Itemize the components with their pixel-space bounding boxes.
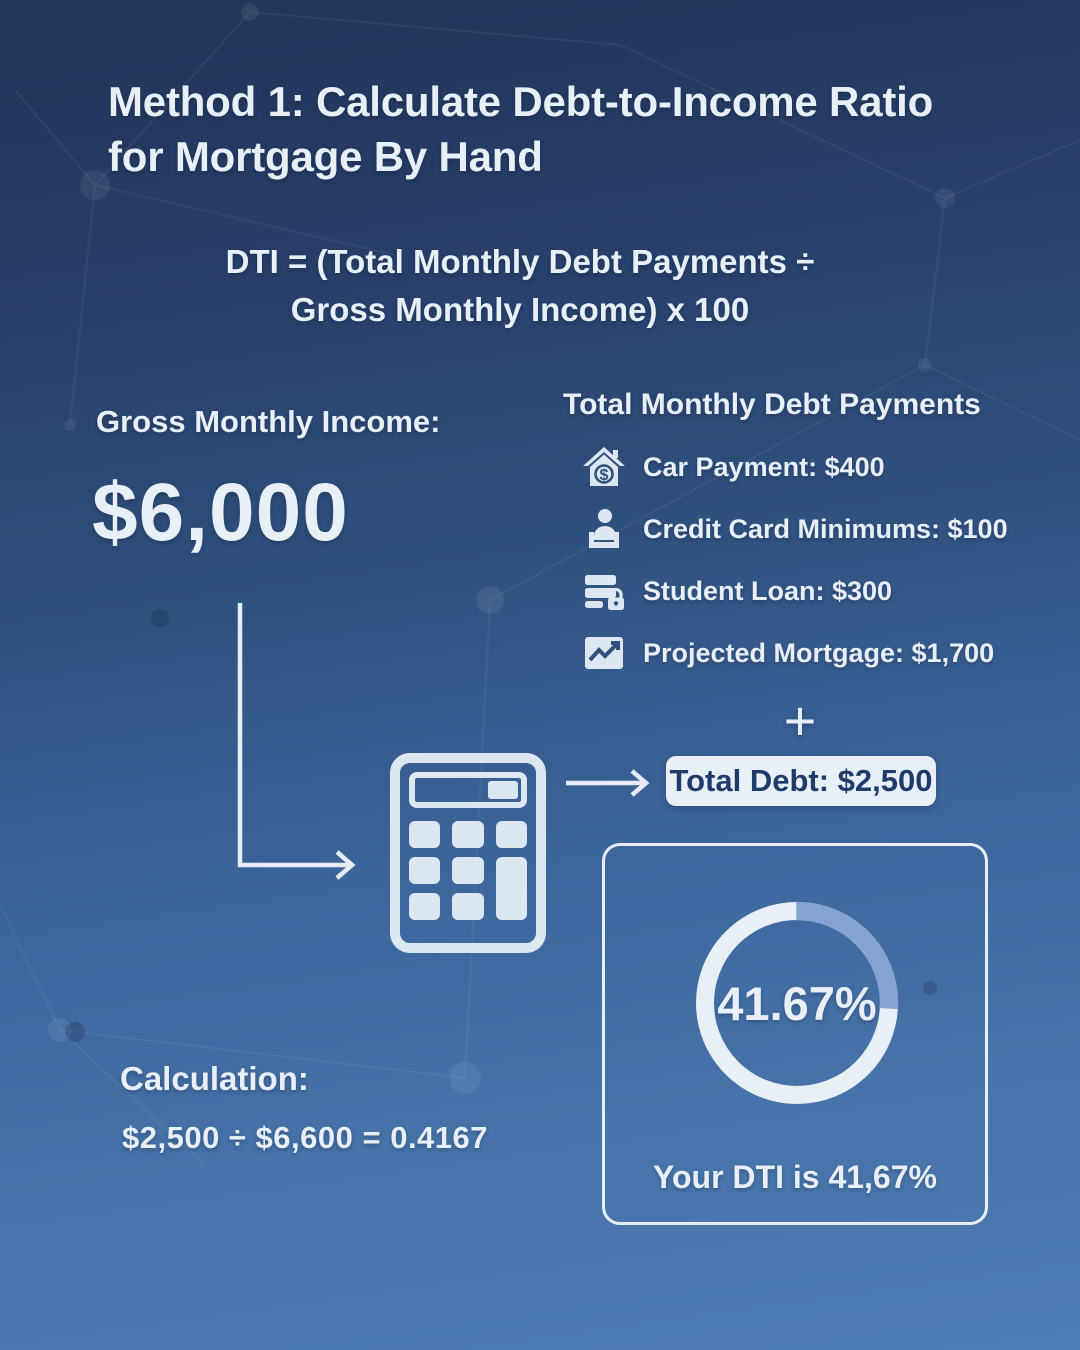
income-to-calculator-arrow xyxy=(226,593,371,883)
dti-result-card xyxy=(602,843,988,1225)
dti-formula-line1: DTI = (Total Monthly Debt Payments ÷ xyxy=(225,243,815,280)
list-item-label: Car Payment: $400 xyxy=(643,451,885,482)
list-item-projected-mortgage xyxy=(580,622,1060,684)
house-dollar-icon xyxy=(580,443,628,491)
list-item-label: Student Loan: $300 xyxy=(643,575,893,606)
calculator-keys xyxy=(409,821,527,920)
gross-income-value: $6,000 xyxy=(92,467,349,558)
svg-text:$: $ xyxy=(599,467,609,484)
page-title-line1: Method 1: Calculate Debt-to-Income Ratio xyxy=(108,78,934,125)
list-item-student-loan xyxy=(580,560,1060,622)
total-debt-badge: Total Debt: $2,500 xyxy=(666,756,936,806)
list-item-label: Projected Mortgage: $1,700 xyxy=(643,637,995,668)
plus-sign: + xyxy=(783,689,817,752)
calculator-icon xyxy=(390,753,546,953)
dti-formula-line2: Gross Monthly Income) x 100 xyxy=(290,290,750,328)
mortgage-chart-icon xyxy=(580,629,628,677)
person-card-icon xyxy=(580,505,628,553)
dti-caption: Your DTI is 41,67% xyxy=(653,1159,937,1195)
list-item-credit-card xyxy=(580,498,1060,560)
debts-section-title: Total Monthly Debt Payments xyxy=(563,388,981,421)
list-item-label: Credit Card Minimums: $100 xyxy=(643,513,1008,544)
dti-percent-value: 41.67% xyxy=(717,976,877,1030)
dti-formula xyxy=(140,238,900,334)
credit-cards-lock-icon xyxy=(580,567,628,615)
page-title-line2: for Mortgage By Hand xyxy=(108,133,543,181)
calculation-label: Calculation: xyxy=(120,1060,309,1097)
calculator-to-total-arrow xyxy=(560,768,660,800)
gross-income-label: Gross Monthly Income: xyxy=(96,404,441,439)
calculator-display xyxy=(409,772,527,808)
calculation-equation: $2,500 ÷ $6,600 = 0.4167 xyxy=(122,1120,489,1155)
debt-items-list xyxy=(580,436,1060,684)
list-item-car-payment xyxy=(580,436,1060,498)
page-title xyxy=(108,74,988,185)
